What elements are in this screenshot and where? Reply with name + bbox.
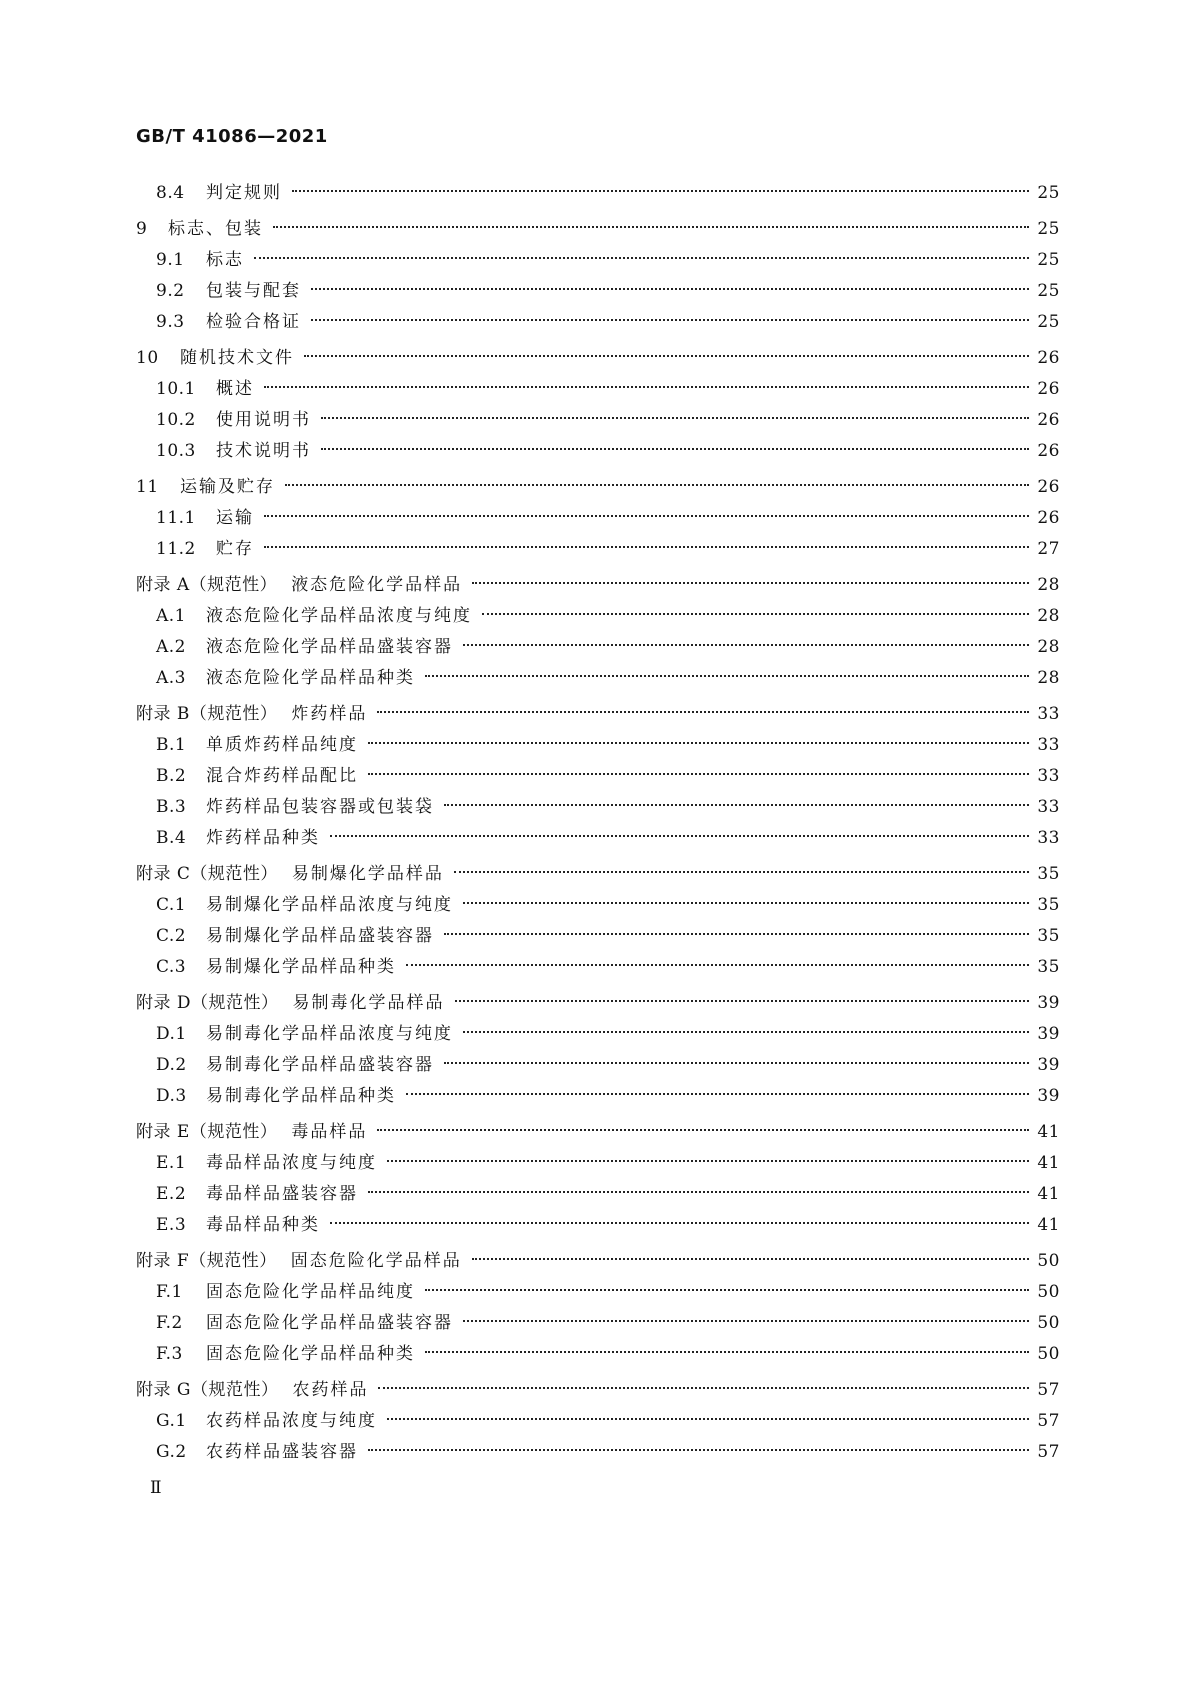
toc-entry-number: E.2 <box>156 1184 187 1204</box>
toc-entry[interactable] <box>136 1406 1060 1437</box>
toc-entry-title: 液态危险化学品样品 <box>291 575 463 595</box>
toc-entry-title: 混合炸药样品配比 <box>206 766 358 786</box>
dot-leader <box>425 675 1029 677</box>
toc-entry[interactable] <box>136 1277 1060 1308</box>
toc-entry-number: D.2 <box>156 1055 187 1075</box>
toc-entry[interactable] <box>136 858 1060 890</box>
toc-entry-title: 使用说明书 <box>216 410 311 430</box>
toc-entry-number: C.3 <box>156 957 187 977</box>
dot-leader <box>472 1258 1030 1260</box>
toc-entry-title: 运输 <box>216 508 254 528</box>
toc-entry[interactable] <box>136 405 1060 436</box>
toc-entry-page: 41 <box>1037 1184 1060 1204</box>
toc-entry-title: 毒品样品盛装容器 <box>206 1184 358 1204</box>
toc-entry-title: 易制爆化学品样品盛装容器 <box>206 926 434 946</box>
toc-entry[interactable] <box>136 1210 1060 1241</box>
dot-leader <box>472 582 1029 584</box>
toc-entry-page: 50 <box>1037 1344 1060 1364</box>
toc-entry-number: 附录 B（规范性） <box>136 704 278 724</box>
toc-entry-page: 50 <box>1037 1282 1060 1302</box>
toc-entry-page: 35 <box>1037 957 1060 977</box>
toc-entry-number: C.2 <box>156 926 187 946</box>
toc-entry-number: 附录 E（规范性） <box>136 1122 278 1142</box>
toc-entry-title: 液态危险化学品样品浓度与纯度 <box>206 606 472 626</box>
toc-entry-title: 易制毒化学品样品盛装容器 <box>206 1055 434 1075</box>
toc-entry-page: 41 <box>1037 1215 1060 1235</box>
toc-entry-number: F.1 <box>156 1282 183 1302</box>
toc-entry[interactable] <box>136 1179 1060 1210</box>
dot-leader <box>311 288 1029 290</box>
toc-entry-title: 易制爆化学品样品 <box>291 864 444 884</box>
toc-entry[interactable] <box>136 178 1060 209</box>
toc-entry-page: 25 <box>1037 250 1060 270</box>
toc-entry-title: 判定规则 <box>206 183 282 203</box>
toc-entry-number: E.3 <box>156 1215 187 1235</box>
toc-entry-title: 概述 <box>216 379 254 399</box>
page-number-roman: Ⅱ <box>150 1478 162 1498</box>
toc-entry-page: 57 <box>1037 1442 1060 1462</box>
toc-entry-page: 25 <box>1037 183 1060 203</box>
toc-entry[interactable] <box>136 792 1060 823</box>
toc-entry-title: 固态危险化学品样品种类 <box>206 1344 415 1364</box>
toc-entry-title: 毒品样品浓度与纯度 <box>206 1153 377 1173</box>
toc-entry-page: 26 <box>1037 441 1060 461</box>
dot-leader <box>330 1222 1029 1224</box>
toc-entry[interactable] <box>136 307 1060 338</box>
dot-leader <box>254 257 1029 259</box>
toc-entry[interactable] <box>136 1148 1060 1179</box>
toc-entry[interactable] <box>136 276 1060 307</box>
toc-entry-page: 26 <box>1037 379 1060 399</box>
toc-entry-number: B.4 <box>156 828 187 848</box>
toc-entry-title: 单质炸药样品纯度 <box>206 735 358 755</box>
toc-entry-page: 33 <box>1037 797 1060 817</box>
toc-entry-page: 50 <box>1037 1313 1060 1333</box>
toc-entry-number: 8.4 <box>156 183 185 203</box>
toc-entry-page: 50 <box>1037 1251 1060 1271</box>
toc-entry-number: B.3 <box>156 797 187 817</box>
toc-entry-title: 技术说明书 <box>216 441 311 461</box>
toc-entry[interactable] <box>136 503 1060 534</box>
toc-entry-number: F.2 <box>156 1313 183 1333</box>
toc-entry-number: 9.3 <box>156 312 185 332</box>
toc-entry[interactable] <box>136 245 1060 276</box>
toc-entry-title: 检验合格证 <box>206 312 301 332</box>
toc-entry-page: 28 <box>1037 668 1060 688</box>
toc-entry-number: A.2 <box>156 637 186 657</box>
toc-entry-number: 10 <box>136 348 159 368</box>
toc-entry-page: 35 <box>1037 895 1060 915</box>
dot-leader <box>311 319 1029 321</box>
dot-leader <box>304 355 1029 357</box>
dot-leader <box>368 1449 1029 1451</box>
standard-id: GB/T 41086—2021 <box>136 126 328 147</box>
dot-leader <box>425 1289 1029 1291</box>
toc-entry-title: 炸药样品包装容器或包装袋 <box>206 797 434 817</box>
dot-leader <box>387 1160 1029 1162</box>
toc-entry-page: 26 <box>1037 348 1060 368</box>
toc-entry-number: 附录 F（规范性） <box>136 1251 277 1271</box>
toc-entry-title: 易制毒化学品样品种类 <box>206 1086 396 1106</box>
toc-entry-page: 57 <box>1037 1411 1060 1431</box>
dot-leader <box>377 711 1029 713</box>
toc-entry-title: 农药样品盛装容器 <box>206 1442 358 1462</box>
toc-entry-title: 毒品样品种类 <box>206 1215 320 1235</box>
toc-entry[interactable] <box>136 1374 1060 1406</box>
toc-entry-number: 10.1 <box>156 379 196 399</box>
toc-entry[interactable] <box>136 921 1060 952</box>
toc-entry-page: 41 <box>1037 1122 1060 1142</box>
dot-leader <box>264 546 1029 548</box>
toc-entry-title: 固态危险化学品样品纯度 <box>206 1282 415 1302</box>
toc-entry[interactable] <box>136 601 1060 632</box>
dot-leader <box>444 1062 1029 1064</box>
toc-entry-number: D.1 <box>156 1024 187 1044</box>
table-of-contents <box>136 178 1060 1468</box>
toc-entry-number: 附录 A（规范性） <box>136 575 278 595</box>
toc-entry-title: 农药样品 <box>292 1380 369 1400</box>
toc-entry-number: 附录 G（规范性） <box>136 1380 279 1400</box>
dot-leader <box>368 1191 1029 1193</box>
dot-leader <box>273 226 1029 228</box>
toc-entry-number: G.1 <box>156 1411 187 1431</box>
toc-entry[interactable] <box>136 471 1060 503</box>
toc-entry-title: 贮存 <box>216 539 254 559</box>
dot-leader <box>321 448 1029 450</box>
toc-entry-page: 25 <box>1037 219 1060 239</box>
toc-entry-page: 26 <box>1037 477 1060 497</box>
toc-entry[interactable] <box>136 823 1060 854</box>
toc-entry-title: 随机技术文件 <box>180 348 294 368</box>
toc-entry-page: 39 <box>1037 993 1060 1013</box>
toc-entry-number: B.2 <box>156 766 187 786</box>
toc-entry[interactable] <box>136 761 1060 792</box>
dot-leader <box>330 835 1029 837</box>
toc-entry[interactable] <box>136 342 1060 374</box>
toc-entry-number: 11 <box>136 477 159 497</box>
toc-entry-number: 9.2 <box>156 281 185 301</box>
toc-entry-number: 10.3 <box>156 441 196 461</box>
dot-leader <box>463 902 1029 904</box>
dot-leader <box>406 1093 1029 1095</box>
dot-leader <box>454 871 1029 873</box>
toc-entry-page: 33 <box>1037 766 1060 786</box>
toc-entry[interactable] <box>136 730 1060 761</box>
toc-entry-page: 35 <box>1037 926 1060 946</box>
toc-entry-title: 炸药样品 <box>291 704 368 724</box>
toc-entry[interactable] <box>136 1050 1060 1081</box>
dot-leader <box>368 773 1029 775</box>
toc-entry-title: 易制毒化学品样品 <box>292 993 445 1013</box>
toc-entry[interactable] <box>136 1116 1060 1148</box>
dot-leader <box>425 1351 1029 1353</box>
dot-leader <box>406 964 1029 966</box>
toc-entry[interactable] <box>136 1081 1060 1112</box>
toc-entry-page: 35 <box>1037 864 1060 884</box>
toc-entry[interactable] <box>136 1437 1060 1468</box>
dot-leader <box>455 1000 1030 1002</box>
toc-entry-page: 33 <box>1037 735 1060 755</box>
toc-entry[interactable] <box>136 987 1060 1019</box>
toc-entry[interactable] <box>136 534 1060 565</box>
toc-entry-page: 27 <box>1037 539 1060 559</box>
toc-entry[interactable] <box>136 663 1060 694</box>
toc-entry-page: 28 <box>1037 575 1060 595</box>
toc-entry[interactable] <box>136 698 1060 730</box>
dot-leader <box>444 933 1029 935</box>
toc-entry-number: 9.1 <box>156 250 185 270</box>
toc-entry-title: 液态危险化学品样品种类 <box>206 668 415 688</box>
toc-entry-number: 附录 C（规范性） <box>136 864 278 884</box>
toc-entry-page: 28 <box>1037 637 1060 657</box>
toc-entry-title: 易制爆化学品样品种类 <box>206 957 396 977</box>
dot-leader <box>463 1031 1029 1033</box>
toc-entry-title: 固态危险化学品样品盛装容器 <box>206 1313 453 1333</box>
dot-leader <box>368 742 1029 744</box>
toc-entry-title: 包装与配套 <box>206 281 301 301</box>
toc-entry-title: 标志、包装 <box>168 219 263 239</box>
toc-entry-page: 39 <box>1037 1024 1060 1044</box>
toc-entry-number: E.1 <box>156 1153 187 1173</box>
toc-entry-number: A.3 <box>156 668 186 688</box>
toc-entry-title: 易制爆化学品样品浓度与纯度 <box>206 895 453 915</box>
toc-entry-page: 41 <box>1037 1153 1060 1173</box>
toc-entry-title: 固态危险化学品样品 <box>290 1251 462 1271</box>
toc-entry[interactable] <box>136 1019 1060 1050</box>
toc-entry[interactable] <box>136 374 1060 405</box>
toc-entry-number: 9 <box>136 219 148 239</box>
toc-entry-page: 25 <box>1037 312 1060 332</box>
dot-leader <box>377 1129 1029 1131</box>
toc-entry-number: D.3 <box>156 1086 187 1106</box>
toc-entry-page: 25 <box>1037 281 1060 301</box>
toc-entry[interactable] <box>136 890 1060 921</box>
toc-entry-number: C.1 <box>156 895 187 915</box>
toc-entry[interactable] <box>136 1339 1060 1370</box>
toc-entry-page: 28 <box>1037 606 1060 626</box>
toc-entry-page: 33 <box>1037 704 1060 724</box>
toc-entry-number: 10.2 <box>156 410 196 430</box>
toc-entry-page: 39 <box>1037 1055 1060 1075</box>
toc-entry-number: F.3 <box>156 1344 183 1364</box>
toc-entry-title: 液态危险化学品样品盛装容器 <box>206 637 453 657</box>
toc-entry[interactable] <box>136 569 1060 601</box>
toc-entry[interactable] <box>136 952 1060 983</box>
toc-entry-page: 39 <box>1037 1086 1060 1106</box>
dot-leader <box>378 1387 1029 1389</box>
toc-entry-number: A.1 <box>156 606 186 626</box>
toc-entry-page: 26 <box>1037 508 1060 528</box>
toc-entry-page: 57 <box>1037 1380 1060 1400</box>
dot-leader <box>482 613 1029 615</box>
toc-entry-title: 标志 <box>206 250 244 270</box>
toc-entry-title: 毒品样品 <box>291 1122 368 1142</box>
toc-entry-number: 11.1 <box>156 508 196 528</box>
toc-entry-number: 11.2 <box>156 539 196 559</box>
dot-leader <box>387 1418 1029 1420</box>
dot-leader <box>463 644 1029 646</box>
dot-leader <box>285 484 1029 486</box>
toc-entry-title: 炸药样品种类 <box>206 828 320 848</box>
toc-entry[interactable] <box>136 1308 1060 1339</box>
toc-entry-title: 运输及贮存 <box>180 477 275 497</box>
toc-entry[interactable] <box>136 213 1060 245</box>
toc-entry-page: 33 <box>1037 828 1060 848</box>
toc-entry[interactable] <box>136 632 1060 663</box>
toc-entry-page: 26 <box>1037 410 1060 430</box>
dot-leader <box>264 386 1029 388</box>
dot-leader <box>292 190 1029 192</box>
toc-entry-number: B.1 <box>156 735 187 755</box>
toc-entry[interactable] <box>136 1245 1060 1277</box>
toc-entry-number: 附录 D（规范性） <box>136 993 279 1013</box>
toc-entry-number: G.2 <box>156 1442 187 1462</box>
toc-entry-title: 易制毒化学品样品浓度与纯度 <box>206 1024 453 1044</box>
toc-entry-title: 农药样品浓度与纯度 <box>206 1411 377 1431</box>
toc-entry[interactable] <box>136 436 1060 467</box>
dot-leader <box>444 804 1029 806</box>
dot-leader <box>463 1320 1029 1322</box>
dot-leader <box>264 515 1029 517</box>
dot-leader <box>321 417 1029 419</box>
